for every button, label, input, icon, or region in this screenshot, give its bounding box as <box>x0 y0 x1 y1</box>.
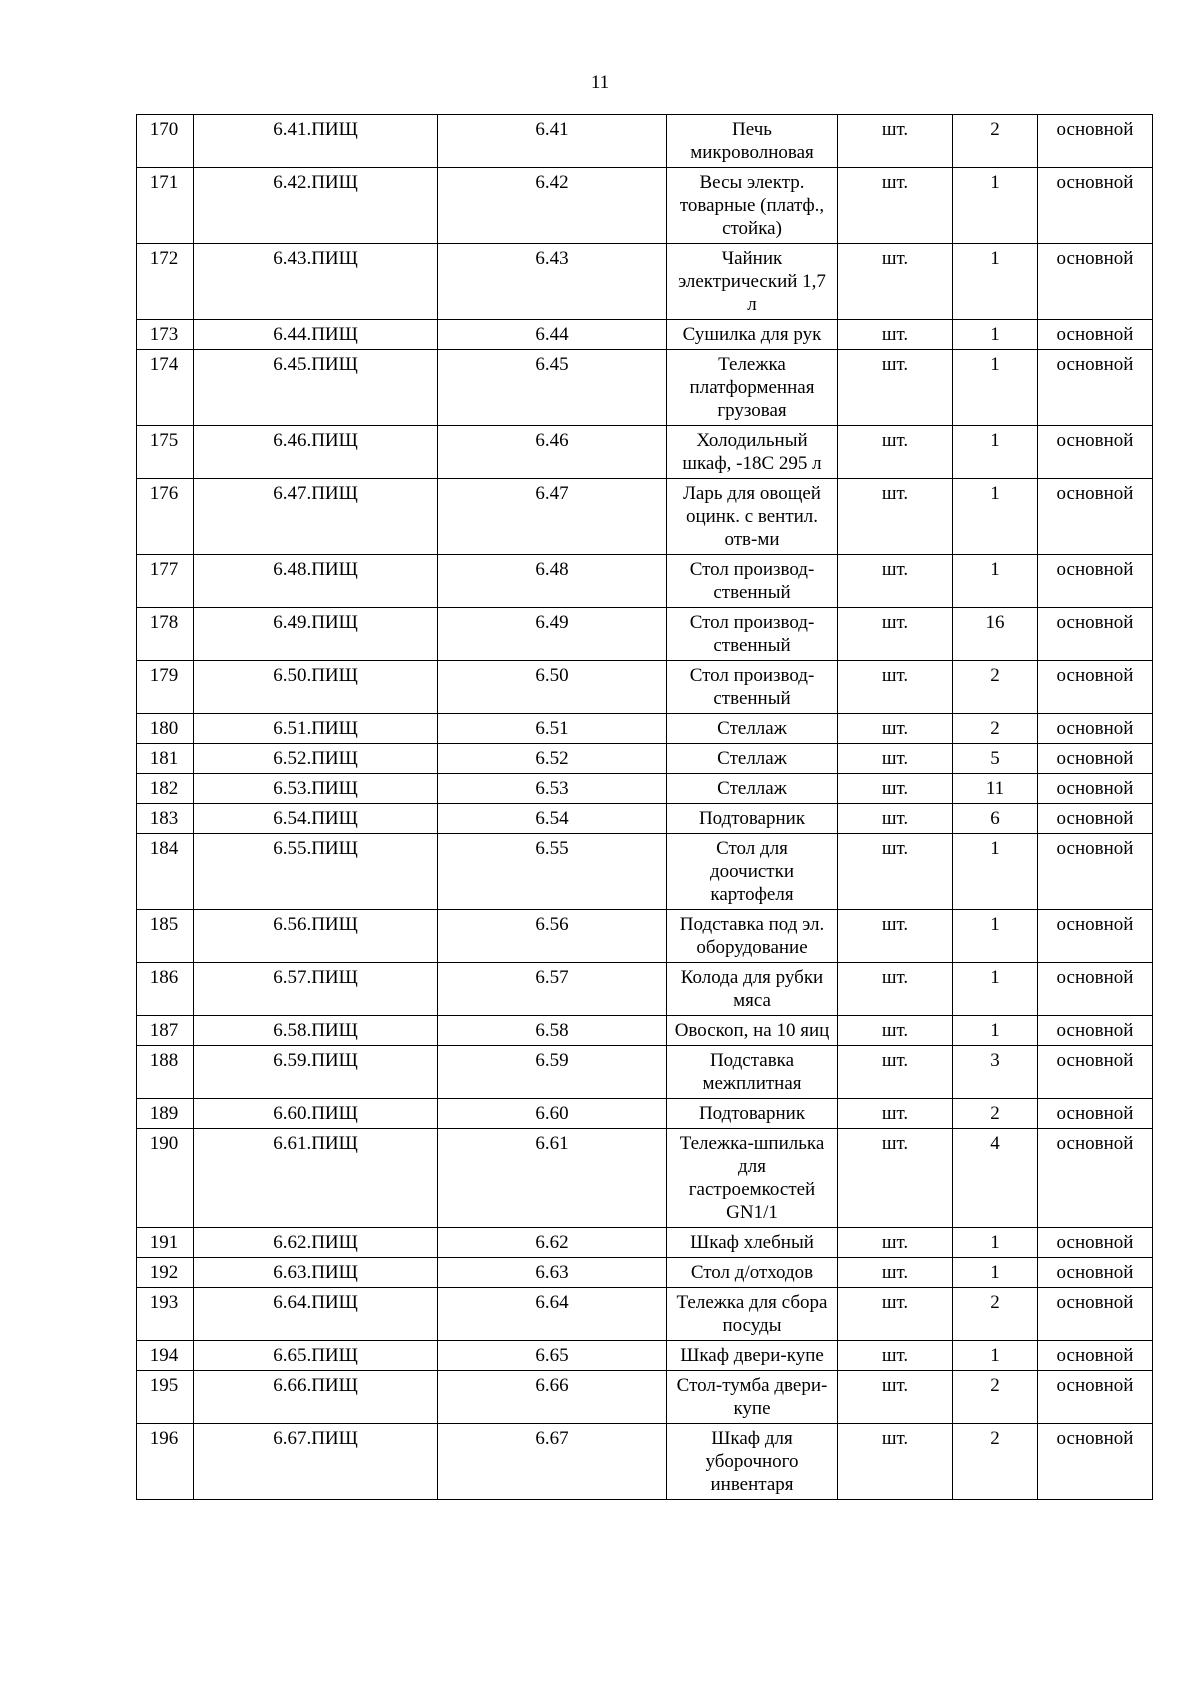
code-cell: 6.63.ПИЩ <box>194 1258 438 1288</box>
row-number-cell: 192 <box>137 1258 194 1288</box>
code-cell: 6.42.ПИЩ <box>194 168 438 244</box>
type-cell: основной <box>1038 426 1153 479</box>
unit-cell: шт. <box>838 350 953 426</box>
code-cell: 6.51.ПИЩ <box>194 714 438 744</box>
unit-cell: шт. <box>838 555 953 608</box>
row-number-cell: 172 <box>137 244 194 320</box>
quantity-cell: 2 <box>953 1371 1038 1424</box>
quantity-cell: 4 <box>953 1129 1038 1228</box>
quantity-cell: 1 <box>953 168 1038 244</box>
row-number-cell: 173 <box>137 320 194 350</box>
unit-cell: шт. <box>838 479 953 555</box>
type-cell: основной <box>1038 168 1153 244</box>
unit-cell: шт. <box>838 804 953 834</box>
row-number-cell: 193 <box>137 1288 194 1341</box>
type-cell: основной <box>1038 350 1153 426</box>
unit-cell: шт. <box>838 115 953 168</box>
type-cell: основной <box>1038 910 1153 963</box>
item-number-cell: 6.59 <box>438 1046 667 1099</box>
item-number-cell: 6.44 <box>438 320 667 350</box>
table-row <box>137 168 1153 244</box>
name-cell: Холодильный шкаф, -18С 295 л <box>667 426 838 479</box>
row-number-cell: 184 <box>137 834 194 910</box>
table-row <box>137 1099 1153 1129</box>
row-number-cell: 171 <box>137 168 194 244</box>
code-cell: 6.58.ПИЩ <box>194 1016 438 1046</box>
unit-cell: шт. <box>838 774 953 804</box>
row-number-cell: 181 <box>137 744 194 774</box>
item-number-cell: 6.64 <box>438 1288 667 1341</box>
table-row <box>137 1129 1153 1228</box>
quantity-cell: 1 <box>953 1228 1038 1258</box>
code-cell: 6.53.ПИЩ <box>194 774 438 804</box>
name-cell: Тележка-шпилька для гастроемкостей GN1/1 <box>667 1129 838 1228</box>
table-row <box>137 608 1153 661</box>
item-number-cell: 6.47 <box>438 479 667 555</box>
row-number-cell: 170 <box>137 115 194 168</box>
type-cell: основной <box>1038 661 1153 714</box>
unit-cell: шт. <box>838 608 953 661</box>
type-cell: основной <box>1038 744 1153 774</box>
row-number-cell: 180 <box>137 714 194 744</box>
table-row <box>137 244 1153 320</box>
name-cell: Стол производ-ственный <box>667 661 838 714</box>
item-number-cell: 6.42 <box>438 168 667 244</box>
row-number-cell: 196 <box>137 1424 194 1500</box>
quantity-cell: 2 <box>953 1424 1038 1500</box>
row-number-cell: 174 <box>137 350 194 426</box>
quantity-cell: 2 <box>953 1288 1038 1341</box>
quantity-cell: 1 <box>953 910 1038 963</box>
unit-cell: шт. <box>838 963 953 1016</box>
quantity-cell: 11 <box>953 774 1038 804</box>
code-cell: 6.59.ПИЩ <box>194 1046 438 1099</box>
unit-cell: шт. <box>838 244 953 320</box>
name-cell: Стол-тумба двери-купе <box>667 1371 838 1424</box>
unit-cell: шт. <box>838 1424 953 1500</box>
table-row <box>137 774 1153 804</box>
type-cell: основной <box>1038 244 1153 320</box>
row-number-cell: 179 <box>137 661 194 714</box>
name-cell: Стеллаж <box>667 774 838 804</box>
unit-cell: шт. <box>838 910 953 963</box>
table-row <box>137 426 1153 479</box>
table-row <box>137 714 1153 744</box>
quantity-cell: 1 <box>953 1016 1038 1046</box>
name-cell: Стеллаж <box>667 714 838 744</box>
type-cell: основной <box>1038 1228 1153 1258</box>
type-cell: основной <box>1038 1016 1153 1046</box>
type-cell: основной <box>1038 1258 1153 1288</box>
name-cell: Шкаф двери-купе <box>667 1341 838 1371</box>
item-number-cell: 6.65 <box>438 1341 667 1371</box>
table-row <box>137 555 1153 608</box>
code-cell: 6.56.ПИЩ <box>194 910 438 963</box>
code-cell: 6.67.ПИЩ <box>194 1424 438 1500</box>
name-cell: Стол производ-ственный <box>667 608 838 661</box>
code-cell: 6.57.ПИЩ <box>194 963 438 1016</box>
item-number-cell: 6.49 <box>438 608 667 661</box>
item-number-cell: 6.53 <box>438 774 667 804</box>
row-number-cell: 194 <box>137 1341 194 1371</box>
unit-cell: шт. <box>838 661 953 714</box>
quantity-cell: 1 <box>953 350 1038 426</box>
name-cell: Сушилка для рук <box>667 320 838 350</box>
type-cell: основной <box>1038 804 1153 834</box>
item-number-cell: 6.56 <box>438 910 667 963</box>
name-cell: Тележка для сбора посуды <box>667 1288 838 1341</box>
item-number-cell: 6.54 <box>438 804 667 834</box>
item-number-cell: 6.57 <box>438 963 667 1016</box>
item-number-cell: 6.62 <box>438 1228 667 1258</box>
name-cell: Весы электр. товарные (платф., стойка) <box>667 168 838 244</box>
item-number-cell: 6.50 <box>438 661 667 714</box>
code-cell: 6.64.ПИЩ <box>194 1288 438 1341</box>
name-cell: Стол производ-ственный <box>667 555 838 608</box>
code-cell: 6.41.ПИЩ <box>194 115 438 168</box>
name-cell: Стеллаж <box>667 744 838 774</box>
table-row <box>137 744 1153 774</box>
type-cell: основной <box>1038 963 1153 1016</box>
name-cell: Подтоварник <box>667 804 838 834</box>
type-cell: основной <box>1038 834 1153 910</box>
table-body <box>137 115 1153 1500</box>
name-cell: Тележка платформенная грузовая <box>667 350 838 426</box>
table-row <box>137 661 1153 714</box>
quantity-cell: 1 <box>953 555 1038 608</box>
type-cell: основной <box>1038 1371 1153 1424</box>
table-row <box>137 320 1153 350</box>
type-cell: основной <box>1038 479 1153 555</box>
type-cell: основной <box>1038 1129 1153 1228</box>
code-cell: 6.65.ПИЩ <box>194 1341 438 1371</box>
item-number-cell: 6.52 <box>438 744 667 774</box>
unit-cell: шт. <box>838 834 953 910</box>
row-number-cell: 190 <box>137 1129 194 1228</box>
quantity-cell: 2 <box>953 661 1038 714</box>
unit-cell: шт. <box>838 1129 953 1228</box>
table-row <box>137 1258 1153 1288</box>
row-number-cell: 175 <box>137 426 194 479</box>
item-number-cell: 6.46 <box>438 426 667 479</box>
row-number-cell: 188 <box>137 1046 194 1099</box>
code-cell: 6.47.ПИЩ <box>194 479 438 555</box>
quantity-cell: 16 <box>953 608 1038 661</box>
name-cell: Овоскоп, на 10 яиц <box>667 1016 838 1046</box>
table-row <box>137 910 1153 963</box>
table-row <box>137 1288 1153 1341</box>
quantity-cell: 1 <box>953 963 1038 1016</box>
quantity-cell: 1 <box>953 1258 1038 1288</box>
code-cell: 6.44.ПИЩ <box>194 320 438 350</box>
code-cell: 6.45.ПИЩ <box>194 350 438 426</box>
unit-cell: шт. <box>838 426 953 479</box>
name-cell: Шкаф хлебный <box>667 1228 838 1258</box>
name-cell: Шкаф для уборочного инвентаря <box>667 1424 838 1500</box>
unit-cell: шт. <box>838 744 953 774</box>
quantity-cell: 2 <box>953 1099 1038 1129</box>
unit-cell: шт. <box>838 1228 953 1258</box>
table-row <box>137 1046 1153 1099</box>
row-number-cell: 178 <box>137 608 194 661</box>
code-cell: 6.61.ПИЩ <box>194 1129 438 1228</box>
row-number-cell: 183 <box>137 804 194 834</box>
row-number-cell: 186 <box>137 963 194 1016</box>
quantity-cell: 1 <box>953 244 1038 320</box>
unit-cell: шт. <box>838 1046 953 1099</box>
name-cell: Подтоварник <box>667 1099 838 1129</box>
quantity-cell: 2 <box>953 714 1038 744</box>
code-cell: 6.50.ПИЩ <box>194 661 438 714</box>
unit-cell: шт. <box>838 1288 953 1341</box>
item-number-cell: 6.66 <box>438 1371 667 1424</box>
type-cell: основной <box>1038 555 1153 608</box>
item-number-cell: 6.55 <box>438 834 667 910</box>
unit-cell: шт. <box>838 1341 953 1371</box>
item-number-cell: 6.67 <box>438 1424 667 1500</box>
row-number-cell: 182 <box>137 774 194 804</box>
type-cell: основной <box>1038 1288 1153 1341</box>
table-row <box>137 1228 1153 1258</box>
row-number-cell: 185 <box>137 910 194 963</box>
unit-cell: шт. <box>838 168 953 244</box>
item-number-cell: 6.41 <box>438 115 667 168</box>
name-cell: Печь микроволновая <box>667 115 838 168</box>
table-row <box>137 1341 1153 1371</box>
item-number-cell: 6.58 <box>438 1016 667 1046</box>
table-row <box>137 963 1153 1016</box>
item-number-cell: 6.63 <box>438 1258 667 1288</box>
quantity-cell: 3 <box>953 1046 1038 1099</box>
code-cell: 6.60.ПИЩ <box>194 1099 438 1129</box>
item-number-cell: 6.51 <box>438 714 667 744</box>
unit-cell: шт. <box>838 1371 953 1424</box>
row-number-cell: 195 <box>137 1371 194 1424</box>
type-cell: основной <box>1038 115 1153 168</box>
type-cell: основной <box>1038 1424 1153 1500</box>
quantity-cell: 2 <box>953 115 1038 168</box>
item-number-cell: 6.61 <box>438 1129 667 1228</box>
type-cell: основной <box>1038 714 1153 744</box>
type-cell: основной <box>1038 1046 1153 1099</box>
code-cell: 6.46.ПИЩ <box>194 426 438 479</box>
name-cell: Ларь для овощей оцинк. с вентил. отв-ми <box>667 479 838 555</box>
name-cell: Подставка под эл. оборудование <box>667 910 838 963</box>
row-number-cell: 191 <box>137 1228 194 1258</box>
quantity-cell: 1 <box>953 834 1038 910</box>
name-cell: Подставка межплитная <box>667 1046 838 1099</box>
type-cell: основной <box>1038 608 1153 661</box>
code-cell: 6.43.ПИЩ <box>194 244 438 320</box>
unit-cell: шт. <box>838 1016 953 1046</box>
table-row <box>137 115 1153 168</box>
code-cell: 6.48.ПИЩ <box>194 555 438 608</box>
item-number-cell: 6.43 <box>438 244 667 320</box>
type-cell: основной <box>1038 1099 1153 1129</box>
table-row <box>137 1424 1153 1500</box>
quantity-cell: 1 <box>953 1341 1038 1371</box>
type-cell: основной <box>1038 1341 1153 1371</box>
quantity-cell: 1 <box>953 320 1038 350</box>
table-row <box>137 479 1153 555</box>
item-number-cell: 6.60 <box>438 1099 667 1129</box>
equipment-table <box>136 114 1153 1500</box>
table-row <box>137 1371 1153 1424</box>
row-number-cell: 187 <box>137 1016 194 1046</box>
item-number-cell: 6.48 <box>438 555 667 608</box>
unit-cell: шт. <box>838 1258 953 1288</box>
code-cell: 6.52.ПИЩ <box>194 744 438 774</box>
quantity-cell: 1 <box>953 426 1038 479</box>
name-cell: Стол для доочистки картофеля <box>667 834 838 910</box>
item-number-cell: 6.45 <box>438 350 667 426</box>
quantity-cell: 6 <box>953 804 1038 834</box>
unit-cell: шт. <box>838 1099 953 1129</box>
code-cell: 6.62.ПИЩ <box>194 1228 438 1258</box>
table-row <box>137 834 1153 910</box>
table-row <box>137 1016 1153 1046</box>
name-cell: Стол д/отходов <box>667 1258 838 1288</box>
quantity-cell: 1 <box>953 479 1038 555</box>
table-row <box>137 804 1153 834</box>
row-number-cell: 177 <box>137 555 194 608</box>
row-number-cell: 189 <box>137 1099 194 1129</box>
name-cell: Колода для рубки мяса <box>667 963 838 1016</box>
name-cell: Чайник электрический 1,7 л <box>667 244 838 320</box>
type-cell: основной <box>1038 774 1153 804</box>
quantity-cell: 5 <box>953 744 1038 774</box>
code-cell: 6.49.ПИЩ <box>194 608 438 661</box>
page-number: 11 <box>590 72 610 93</box>
code-cell: 6.54.ПИЩ <box>194 804 438 834</box>
type-cell: основной <box>1038 320 1153 350</box>
unit-cell: шт. <box>838 320 953 350</box>
code-cell: 6.66.ПИЩ <box>194 1371 438 1424</box>
code-cell: 6.55.ПИЩ <box>194 834 438 910</box>
unit-cell: шт. <box>838 714 953 744</box>
row-number-cell: 176 <box>137 479 194 555</box>
table-row <box>137 350 1153 426</box>
